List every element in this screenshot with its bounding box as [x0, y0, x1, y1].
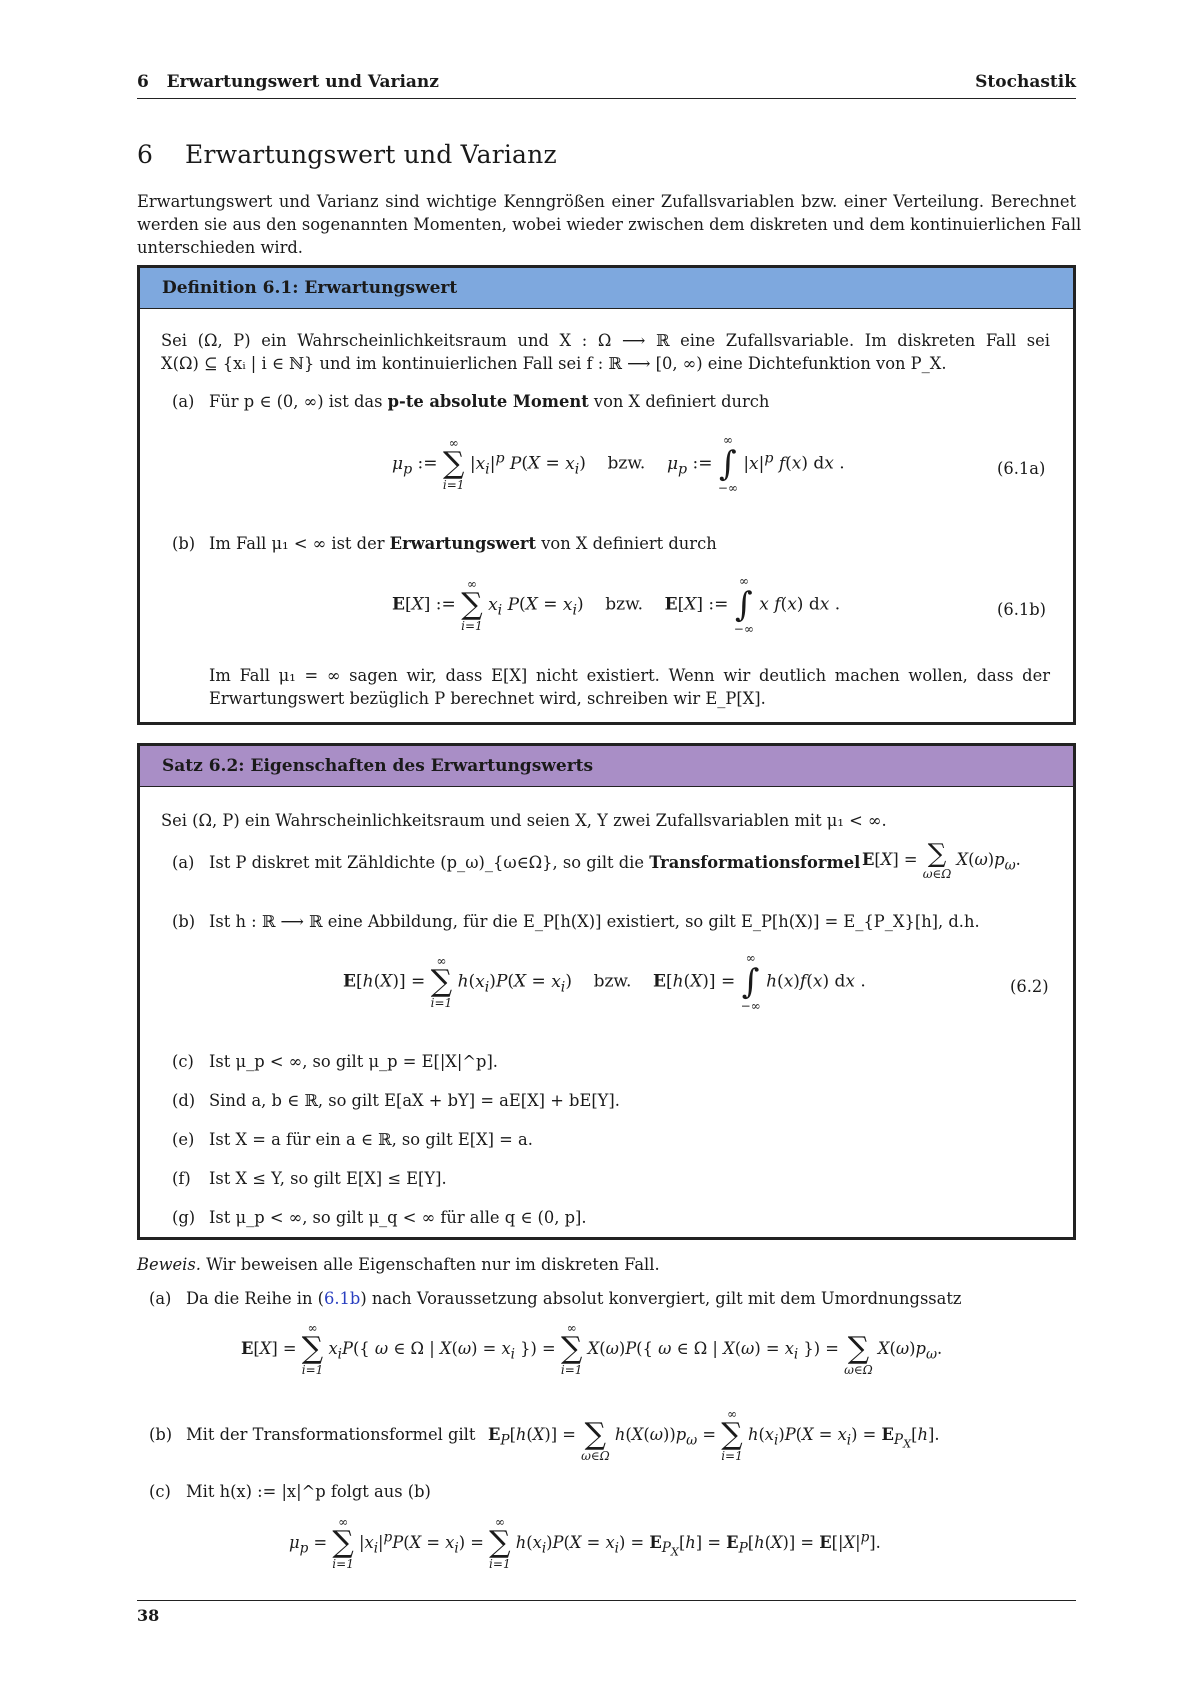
- definition-item-b-label: (b): [172, 534, 196, 553]
- definition-item-b-bold: Erwartungswert: [389, 534, 537, 553]
- theorem-item-e-label: (e): [172, 1130, 195, 1149]
- theorem-item-f-text: Ist X ≤ Y, so gilt E[X] ≤ E[Y].: [209, 1169, 447, 1188]
- theorem-item-b-text: Ist h : ℝ ⟶ ℝ eine Abbildung, für die E_P[h(X)] existiert, so gilt E_P[h(X)] = E_{P_X}[h], d.h.: [209, 912, 980, 931]
- proof-lead-text: Wir beweisen alle Eigenschaften nur im diskreten Fall.: [200, 1255, 660, 1274]
- proof-item-c-text: Mit h(x) := |x|^p folgt aus (b): [186, 1482, 431, 1501]
- definition-item-a-post: von X definiert durch: [588, 392, 770, 411]
- theorem-item-d-text: Sind a, b ∈ ℝ, so gilt E[aX + bY] = aE[X] + bE[Y].: [209, 1091, 620, 1110]
- theorem-item-g-label: (g): [172, 1208, 196, 1227]
- header-chapter: 6 Erwartungswert und Varianz: [137, 72, 439, 92]
- theorem-item-c-text: Ist μ_p < ∞, so gilt μ_p = E[|X|^p].: [209, 1052, 498, 1071]
- definition-line-1: Sei (Ω, P) ein Wahrscheinlichkeitsraum und X : Ω ⟶ ℝ eine Zufallsvariable. Im diskreten Fall sei: [161, 331, 1050, 350]
- formula-6-1b: E[X] := ∞ ∑ i=1 $x_i$ $P(X = x_i)$ bzw. E[X] := ∞ ∫ −∞ x f(x) dx .: [392, 574, 841, 636]
- definition-item-b-pre: Im Fall μ₁ < ∞ ist der: [209, 534, 390, 553]
- theorem-item-d-label: (d): [172, 1091, 196, 1110]
- intro-line-1: Erwartungswert und Varianz sind wichtige Kenngrößen einer Zufallsvariablen bzw. einer Verteilung. Berechnet: [137, 192, 1076, 211]
- formula-proof-a: E[X] = ∞ ∑ i=1 $x_iP$({ ω ∈ Ω | $X(\omega) = x_i$ }) = ∞ ∑ i=1 X(ω)P({ ω ∈ Ω | $X(\omega) = x_i$ }) = ∑ ω∈Ω $X(\omega)p_\omega$.: [241, 1321, 943, 1377]
- definition-line-2: X(Ω) ⊆ {xᵢ | i ∈ ℕ} und im kontinuierlichen Fall sei f : ℝ ⟶ [0, ∞) eine Dichtefunktion von P_X.: [161, 354, 947, 373]
- bzw-3: bzw.: [593, 971, 632, 992]
- definition-item-a-bold: p-te absolute Moment: [387, 392, 589, 411]
- proof-item-c-label: (c): [149, 1482, 171, 1501]
- proof-item-b-label: (b): [149, 1425, 173, 1444]
- theorem-item-a-pre: Ist P diskret mit Zähldichte (p_ω)_{ω∈Ω}, so gilt die: [209, 853, 650, 872]
- theorem-item-g-text: Ist μ_p < ∞, so gilt μ_q < ∞ für alle q ∈ (0, p].: [209, 1208, 587, 1227]
- theorem-item-a-text: [209, 852, 860, 874]
- footer-rule: [137, 1600, 1076, 1601]
- definition-item-b-post: von X definiert durch: [536, 534, 717, 553]
- definition-item-b-text: [209, 533, 717, 555]
- theorem-item-b-label: (b): [172, 912, 196, 931]
- page-number: 38: [137, 1606, 160, 1625]
- theorem-item-f-label: (f): [172, 1169, 191, 1188]
- eq-number-6-1b: (6.1b): [997, 600, 1047, 619]
- definition-note-2: Erwartungswert bezüglich P berechnet wird, schreiben wir E_P[X].: [209, 689, 766, 708]
- formula-transformation: E[X] = ∑ ω∈Ω $X(\omega)p_\omega$.: [862, 839, 1021, 881]
- reference-link-6-1b[interactable]: 6.1b: [324, 1289, 361, 1308]
- definition-item-a-label: (a): [172, 392, 195, 411]
- definition-title: Definition 6.1: Erwartungswert: [140, 268, 1073, 309]
- proof-label: Beweis.: [137, 1255, 201, 1274]
- section-title: [137, 140, 557, 169]
- eq-number-6-1a: (6.1a): [997, 459, 1046, 478]
- intro-line-2: werden sie aus den sogenannten Momenten, wobei wieder zwischen dem diskreten und dem kontinuierlichen Fall: [137, 215, 1082, 234]
- proof-item-b-text: Mit der Transformationsformel gilt: [186, 1425, 476, 1444]
- proof-item-a-text: [186, 1288, 962, 1310]
- theorem-intro: Sei (Ω, P) ein Wahrscheinlichkeitsraum und seien X, Y zwei Zufallsvariablen mit μ₁ < ∞.: [161, 811, 887, 830]
- definition-note-1: Im Fall μ₁ = ∞ sagen wir, dass E[X] nicht existiert. Wenn wir deutlich machen wollen, dass der: [209, 666, 1050, 685]
- theorem-item-e-text: Ist X = a für ein a ∈ ℝ, so gilt E[X] = a.: [209, 1130, 533, 1149]
- formula-6-2: E[h(X)] = ∞ ∑ i=1 $h(x_i)P(X = x_i)$ bzw. E[h(X)] = ∞ ∫ −∞ h(x)f(x) dx .: [343, 951, 866, 1013]
- section-number: 6: [137, 140, 154, 169]
- theorem-item-a-label: (a): [172, 853, 195, 872]
- definition-item-a-pre: Für p ∈ (0, ∞) ist das: [209, 392, 388, 411]
- intro-line-3: unterschieden wird.: [137, 238, 303, 257]
- definition-item-a-text: [209, 391, 769, 413]
- proof-item-a-label: (a): [149, 1289, 172, 1308]
- formula-proof-c: $\mu_p$ = ∞ ∑ i=1 $|x_i|^pP(X = x_i)$ = ∞ ∑ i=1 $h(x_i)P(X = x_i) = E_{P_X}[h] = E_P[h(X)] = E[|X|^p]$.: [289, 1515, 881, 1571]
- proof-lead: [137, 1254, 660, 1276]
- formula-proof-b: $E_P[h(X)]$ = ∑ ω∈Ω $h(X(\omega))p_\omega$ = ∞ ∑ i=1 $h(x_i)P(X = x_i) = E_{P_X}[h]$.: [488, 1407, 940, 1463]
- bzw-2: bzw.: [605, 594, 644, 615]
- proof-item-a-pre: Da die Reihe in (: [186, 1289, 324, 1308]
- eq-number-6-2: (6.2): [1010, 977, 1049, 996]
- proof-item-a-post: ) nach Voraussetzung absolut konvergiert, gilt mit dem Umordnungssatz: [360, 1289, 962, 1308]
- theorem-title: Satz 6.2: Eigenschaften des Erwartungswerts: [140, 746, 1073, 787]
- header-subject: Stochastik: [975, 72, 1076, 92]
- theorem-item-c-label: (c): [172, 1052, 194, 1071]
- bzw-1: bzw.: [607, 453, 646, 474]
- running-header: [137, 72, 1076, 99]
- formula-6-1a: $\mu_p$ := ∞ ∑ i=1 $|x_i|^p$ $P(X = x_i)$ bzw. $\mu_p$ := ∞ ∫ −∞ $|x|^p$ f(x) dx .: [392, 433, 845, 495]
- theorem-item-a-bold: Transformationsformel: [649, 853, 861, 872]
- section-title-text: Erwartungswert und Varianz: [185, 140, 557, 169]
